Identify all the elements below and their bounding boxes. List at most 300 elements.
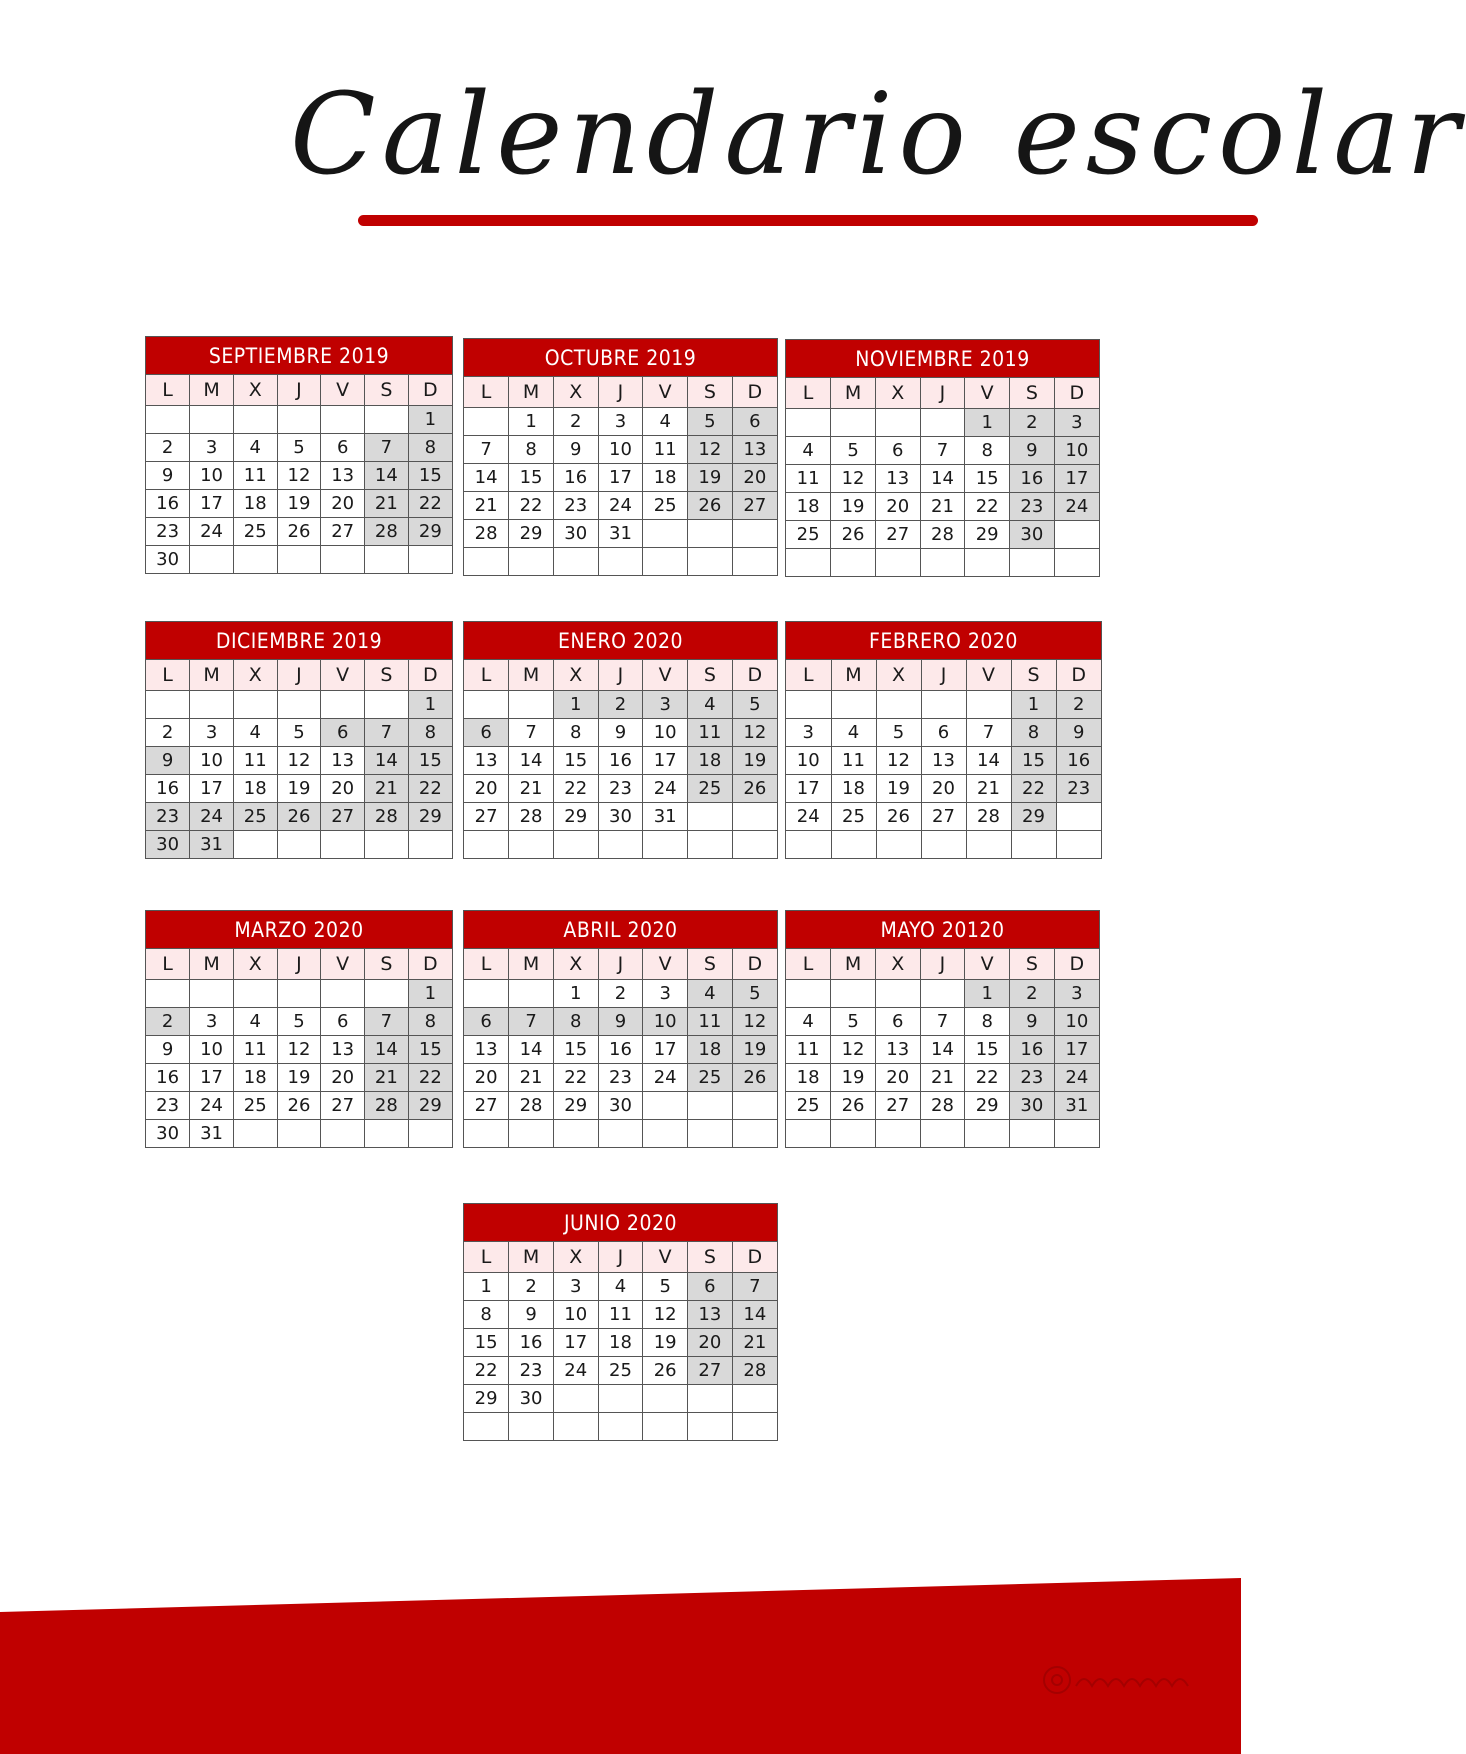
weekday-row [786, 660, 1101, 691]
weekday-row [464, 1242, 777, 1273]
day-cell: 8 [965, 437, 1010, 465]
day-cell: 16 [598, 747, 643, 775]
day-cell: 27 [321, 1092, 365, 1120]
empty-day-cell [553, 1413, 598, 1441]
week-row [786, 549, 1099, 577]
day-cell: 8 [1011, 719, 1056, 747]
day-cell: 9 [146, 1036, 190, 1064]
weekday-label: L [146, 375, 190, 406]
week-row [464, 803, 777, 831]
day-cell: 1 [509, 408, 554, 436]
day-cell: 17 [190, 490, 234, 518]
day-cell: 14 [732, 1301, 777, 1329]
day-cell: 18 [688, 1036, 733, 1064]
empty-day-cell [732, 1413, 777, 1441]
day-cell: 24 [1054, 493, 1099, 521]
empty-day-cell [598, 831, 643, 859]
day-cell: 4 [786, 437, 831, 465]
empty-day-cell [786, 409, 831, 437]
day-cell: 6 [875, 1008, 920, 1036]
day-cell: 7 [365, 719, 409, 747]
day-cell: 13 [688, 1301, 733, 1329]
day-cell: 2 [146, 1008, 190, 1036]
weekday-label: S [1011, 660, 1056, 691]
empty-day-cell [643, 1385, 688, 1413]
day-cell: 30 [598, 1092, 643, 1120]
empty-day-cell [1054, 1120, 1099, 1148]
day-cell: 8 [965, 1008, 1010, 1036]
weekday-row [464, 660, 777, 691]
day-cell: 23 [146, 1092, 190, 1120]
day-cell: 9 [553, 436, 598, 464]
day-cell: 26 [831, 521, 876, 549]
day-cell: 16 [1056, 747, 1101, 775]
day-cell: 13 [921, 747, 966, 775]
day-cell: 11 [786, 465, 831, 493]
empty-day-cell [277, 1120, 321, 1148]
week-row [786, 803, 1101, 831]
day-cell: 8 [553, 719, 598, 747]
day-cell: 10 [598, 436, 643, 464]
weekday-label: S [688, 377, 733, 408]
day-cell: 18 [233, 775, 277, 803]
day-cell: 11 [831, 747, 876, 775]
weekday-label: S [365, 949, 409, 980]
day-cell: 9 [1010, 1008, 1055, 1036]
empty-day-cell [875, 980, 920, 1008]
day-cell: 15 [965, 465, 1010, 493]
week-row [464, 1064, 777, 1092]
empty-day-cell [688, 1413, 733, 1441]
day-cell: 1 [553, 691, 598, 719]
weekday-label: X [233, 949, 277, 980]
week-row [464, 1385, 777, 1413]
day-cell: 13 [732, 436, 777, 464]
day-cell: 11 [643, 436, 688, 464]
day-cell: 5 [732, 691, 777, 719]
day-cell: 20 [321, 775, 365, 803]
day-cell: 24 [190, 518, 234, 546]
month-day-grid [786, 949, 1099, 1147]
day-cell: 5 [277, 434, 321, 462]
empty-day-cell [553, 831, 598, 859]
empty-day-cell [786, 691, 831, 719]
day-cell: 12 [643, 1301, 688, 1329]
day-cell: 17 [643, 1036, 688, 1064]
weekday-label: D [408, 660, 452, 691]
day-cell: 14 [464, 464, 509, 492]
day-cell: 25 [786, 1092, 831, 1120]
day-cell: 19 [277, 775, 321, 803]
weekday-label: X [875, 378, 920, 409]
day-cell: 23 [1010, 493, 1055, 521]
empty-day-cell [876, 831, 921, 859]
day-cell: 15 [408, 462, 452, 490]
weekday-label: L [786, 949, 831, 980]
day-cell: 28 [365, 1092, 409, 1120]
day-cell: 27 [875, 1092, 920, 1120]
day-cell: 2 [1056, 691, 1101, 719]
day-cell: 6 [921, 719, 966, 747]
weekday-label: D [408, 949, 452, 980]
day-cell: 8 [509, 436, 554, 464]
day-cell: 12 [277, 462, 321, 490]
day-cell: 7 [365, 434, 409, 462]
empty-day-cell [831, 549, 876, 577]
weekday-label: S [1010, 378, 1055, 409]
week-row [146, 1092, 452, 1120]
empty-day-cell [233, 406, 277, 434]
day-cell: 12 [876, 747, 921, 775]
weekday-label: D [732, 949, 777, 980]
day-cell: 19 [831, 1064, 876, 1092]
day-cell: 17 [553, 1329, 598, 1357]
weekday-row [146, 375, 452, 406]
day-cell: 10 [553, 1301, 598, 1329]
day-cell: 30 [1010, 521, 1055, 549]
empty-day-cell [365, 546, 409, 574]
week-row [786, 521, 1099, 549]
day-cell: 22 [965, 493, 1010, 521]
day-cell: 14 [365, 1036, 409, 1064]
month-day-grid [146, 949, 452, 1147]
day-cell: 22 [408, 775, 452, 803]
day-cell: 5 [876, 719, 921, 747]
day-cell: 13 [875, 465, 920, 493]
empty-day-cell [146, 691, 190, 719]
day-cell: 31 [643, 803, 688, 831]
weekday-label: M [831, 378, 876, 409]
day-cell: 12 [277, 1036, 321, 1064]
day-cell: 28 [920, 1092, 965, 1120]
week-row [786, 493, 1099, 521]
day-cell: 6 [321, 1008, 365, 1036]
day-cell: 5 [831, 437, 876, 465]
day-cell: 4 [688, 691, 733, 719]
empty-day-cell [732, 1092, 777, 1120]
week-row [146, 406, 452, 434]
month-title: JUNIO 2020 [464, 1204, 777, 1242]
day-cell: 26 [732, 775, 777, 803]
day-cell: 5 [732, 980, 777, 1008]
day-cell: 22 [553, 775, 598, 803]
day-cell: 29 [553, 1092, 598, 1120]
week-row [786, 1092, 1099, 1120]
day-cell: 6 [732, 408, 777, 436]
day-cell: 31 [190, 831, 234, 859]
day-cell: 17 [1054, 1036, 1099, 1064]
week-row [146, 831, 452, 859]
empty-day-cell [509, 1120, 554, 1148]
month-day-grid [464, 377, 777, 575]
empty-day-cell [921, 691, 966, 719]
day-cell: 21 [920, 493, 965, 521]
day-cell: 7 [509, 719, 554, 747]
empty-day-cell [831, 409, 876, 437]
empty-day-cell [1056, 831, 1101, 859]
week-row [464, 464, 777, 492]
week-row [146, 803, 452, 831]
day-cell: 2 [146, 434, 190, 462]
day-cell: 20 [921, 775, 966, 803]
empty-day-cell [920, 549, 965, 577]
empty-day-cell [277, 691, 321, 719]
weekday-label: L [146, 949, 190, 980]
week-row [464, 980, 777, 1008]
week-row [464, 1273, 777, 1301]
day-cell: 13 [321, 1036, 365, 1064]
empty-day-cell [1054, 521, 1099, 549]
day-cell: 25 [233, 1092, 277, 1120]
day-cell: 19 [688, 464, 733, 492]
empty-day-cell [464, 1120, 509, 1148]
week-row [464, 1120, 777, 1148]
empty-day-cell [408, 831, 452, 859]
week-row [786, 1008, 1099, 1036]
day-cell: 12 [277, 747, 321, 775]
day-cell: 25 [786, 521, 831, 549]
day-cell: 6 [875, 437, 920, 465]
day-cell: 8 [408, 1008, 452, 1036]
weekday-label: L [464, 1242, 509, 1273]
day-cell: 11 [598, 1301, 643, 1329]
week-row [786, 691, 1101, 719]
month-calendar [145, 336, 453, 574]
day-cell: 7 [464, 436, 509, 464]
weekday-label: S [688, 660, 733, 691]
day-cell: 9 [598, 719, 643, 747]
day-cell: 3 [190, 719, 234, 747]
day-cell: 30 [509, 1385, 554, 1413]
day-cell: 25 [233, 518, 277, 546]
day-cell: 20 [688, 1329, 733, 1357]
day-cell: 26 [831, 1092, 876, 1120]
month-calendar [145, 910, 453, 1148]
week-row [464, 747, 777, 775]
day-cell: 29 [965, 521, 1010, 549]
day-cell: 12 [831, 1036, 876, 1064]
weekday-label: X [553, 949, 598, 980]
weekday-row [464, 377, 777, 408]
day-cell: 17 [598, 464, 643, 492]
empty-day-cell [965, 549, 1010, 577]
week-row [464, 775, 777, 803]
day-cell: 12 [688, 436, 733, 464]
day-cell: 15 [553, 747, 598, 775]
empty-day-cell [365, 406, 409, 434]
day-cell: 8 [408, 434, 452, 462]
day-cell: 10 [643, 719, 688, 747]
week-row [464, 408, 777, 436]
weekday-label: L [786, 660, 831, 691]
day-cell: 11 [688, 719, 733, 747]
day-cell: 6 [321, 719, 365, 747]
week-row [146, 980, 452, 1008]
week-row [146, 490, 452, 518]
month-calendar [463, 621, 778, 859]
empty-day-cell [233, 1120, 277, 1148]
empty-day-cell [509, 980, 554, 1008]
weekday-label: J [277, 375, 321, 406]
weekday-label: J [920, 378, 965, 409]
empty-day-cell [321, 691, 365, 719]
empty-day-cell [408, 546, 452, 574]
empty-day-cell [365, 980, 409, 1008]
weekday-label: S [1010, 949, 1055, 980]
day-cell: 2 [598, 691, 643, 719]
day-cell: 16 [146, 1064, 190, 1092]
day-cell: 28 [464, 520, 509, 548]
empty-day-cell [786, 980, 831, 1008]
empty-day-cell [643, 520, 688, 548]
day-cell: 3 [786, 719, 831, 747]
week-row [464, 520, 777, 548]
day-cell: 31 [190, 1120, 234, 1148]
weekday-label: D [408, 375, 452, 406]
day-cell: 14 [920, 1036, 965, 1064]
week-row [786, 409, 1099, 437]
day-cell: 5 [688, 408, 733, 436]
day-cell: 29 [553, 803, 598, 831]
week-row [146, 1064, 452, 1092]
day-cell: 19 [732, 747, 777, 775]
empty-day-cell [688, 1385, 733, 1413]
day-cell: 31 [598, 520, 643, 548]
day-cell: 17 [643, 747, 688, 775]
day-cell: 26 [688, 492, 733, 520]
empty-day-cell [920, 980, 965, 1008]
day-cell: 1 [408, 406, 452, 434]
day-cell: 15 [553, 1036, 598, 1064]
month-title: OCTUBRE 2019 [464, 339, 777, 377]
day-cell: 21 [966, 775, 1011, 803]
day-cell: 12 [831, 465, 876, 493]
day-cell: 20 [321, 490, 365, 518]
day-cell: 4 [233, 1008, 277, 1036]
week-row [146, 775, 452, 803]
month-calendar [463, 910, 778, 1148]
empty-day-cell [464, 831, 509, 859]
empty-day-cell [732, 831, 777, 859]
day-cell: 23 [146, 518, 190, 546]
day-cell: 17 [190, 1064, 234, 1092]
empty-day-cell [875, 549, 920, 577]
week-row [786, 831, 1101, 859]
empty-day-cell [831, 691, 876, 719]
weekday-label: L [464, 377, 509, 408]
empty-day-cell [464, 691, 509, 719]
day-cell: 11 [786, 1036, 831, 1064]
day-cell: 3 [190, 434, 234, 462]
week-row [786, 980, 1099, 1008]
month-day-grid [464, 660, 777, 858]
weekday-label: X [876, 660, 921, 691]
day-cell: 19 [277, 490, 321, 518]
day-cell: 7 [920, 1008, 965, 1036]
week-row [464, 1329, 777, 1357]
day-cell: 24 [786, 803, 831, 831]
day-cell: 24 [190, 803, 234, 831]
day-cell: 22 [464, 1357, 509, 1385]
weekday-label: J [277, 660, 321, 691]
day-cell: 3 [1054, 409, 1099, 437]
day-cell: 16 [1010, 465, 1055, 493]
day-cell: 28 [920, 521, 965, 549]
weekday-label: V [965, 378, 1010, 409]
empty-day-cell [921, 831, 966, 859]
empty-day-cell [732, 803, 777, 831]
day-cell: 10 [190, 1036, 234, 1064]
day-cell: 7 [920, 437, 965, 465]
day-cell: 26 [643, 1357, 688, 1385]
empty-day-cell [598, 1385, 643, 1413]
day-cell: 1 [1011, 691, 1056, 719]
day-cell: 14 [509, 1036, 554, 1064]
month-day-grid [786, 378, 1099, 576]
day-cell: 5 [277, 719, 321, 747]
day-cell: 28 [365, 803, 409, 831]
empty-day-cell [1054, 549, 1099, 577]
day-cell: 23 [509, 1357, 554, 1385]
month-day-grid [146, 660, 452, 858]
month-title: ENERO 2020 [464, 622, 777, 660]
empty-day-cell [732, 1120, 777, 1148]
week-row [786, 1036, 1099, 1064]
day-cell: 30 [1010, 1092, 1055, 1120]
day-cell: 27 [464, 803, 509, 831]
empty-day-cell [920, 409, 965, 437]
day-cell: 18 [233, 1064, 277, 1092]
day-cell: 6 [464, 719, 509, 747]
day-cell: 21 [365, 490, 409, 518]
day-cell: 15 [408, 747, 452, 775]
day-cell: 21 [732, 1329, 777, 1357]
month-day-grid [146, 375, 452, 573]
day-cell: 11 [233, 1036, 277, 1064]
day-cell: 19 [732, 1036, 777, 1064]
empty-day-cell [277, 546, 321, 574]
day-cell: 2 [598, 980, 643, 1008]
week-row [464, 436, 777, 464]
day-cell: 23 [1056, 775, 1101, 803]
day-cell: 15 [509, 464, 554, 492]
day-cell: 18 [688, 747, 733, 775]
day-cell: 21 [509, 775, 554, 803]
day-cell: 18 [831, 775, 876, 803]
week-row [146, 691, 452, 719]
day-cell: 28 [365, 518, 409, 546]
day-cell: 9 [146, 747, 190, 775]
day-cell: 24 [643, 775, 688, 803]
day-cell: 23 [598, 1064, 643, 1092]
day-cell: 14 [966, 747, 1011, 775]
day-cell: 27 [732, 492, 777, 520]
day-cell: 15 [464, 1329, 509, 1357]
empty-day-cell [1056, 803, 1101, 831]
day-cell: 20 [464, 775, 509, 803]
day-cell: 1 [408, 980, 452, 1008]
day-cell: 19 [277, 1064, 321, 1092]
empty-day-cell [146, 406, 190, 434]
empty-day-cell [277, 831, 321, 859]
day-cell: 10 [643, 1008, 688, 1036]
day-cell: 25 [233, 803, 277, 831]
weekday-label: S [688, 1242, 733, 1273]
weekday-label: S [688, 949, 733, 980]
day-cell: 10 [1054, 437, 1099, 465]
empty-day-cell [875, 409, 920, 437]
day-cell: 27 [321, 803, 365, 831]
